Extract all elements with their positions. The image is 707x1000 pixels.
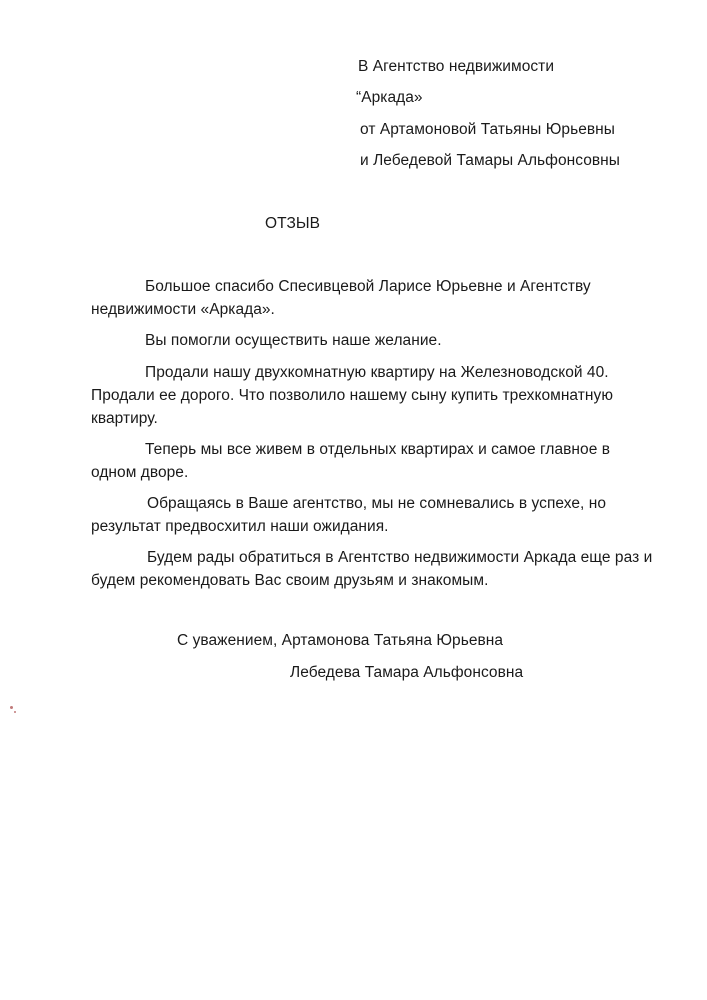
document-title: ОТЗЫВ xyxy=(265,215,321,232)
paragraph-line: одном дворе. xyxy=(91,464,189,481)
paragraph-line: Большое спасибо Спесивцевой Ларисе Юрьевне и Агентству xyxy=(145,278,591,295)
addressee-line-3: от Артамоновой Татьяны Юрьевны xyxy=(360,121,615,138)
addressee-line-1: В Агентство недвижимости xyxy=(358,58,555,75)
paragraph-line: недвижимости «Аркада». xyxy=(91,301,275,318)
paragraph-line: Обращаясь в Ваше агентство, мы не сомневались в успехе, но xyxy=(147,495,607,512)
paragraph-line: результат предвосхитил наши ожидания. xyxy=(91,518,389,535)
addressee-line-2: “Аркада» xyxy=(356,89,423,106)
signature-line-1: С уважением, Артамонова Татьяна Юрьевна xyxy=(177,632,504,649)
paragraph-line: Продали нашу двухкомнатную квартиру на Железноводской 40. xyxy=(145,364,609,381)
paragraph-line: Вы помогли осуществить наше желание. xyxy=(145,332,442,349)
paragraph-line: Продали ее дорого. Что позволило нашему сыну купить трехкомнатную xyxy=(91,387,613,404)
paragraph-line: будем рекомендовать Вас своим друзьям и знакомым. xyxy=(91,572,489,589)
addressee-line-4: и Лебедевой Тамары Альфонсовны xyxy=(360,152,620,169)
paragraph-line: Будем рады обратиться в Агентство недвижимости Аркада еще раз и xyxy=(147,549,653,566)
paragraph-line: квартиру. xyxy=(91,410,158,427)
paragraph-line: Теперь мы все живем в отдельных квартирах и самое главное в xyxy=(145,441,611,458)
signature-line-2: Лебедева Тамара Альфонсовна xyxy=(290,664,524,681)
